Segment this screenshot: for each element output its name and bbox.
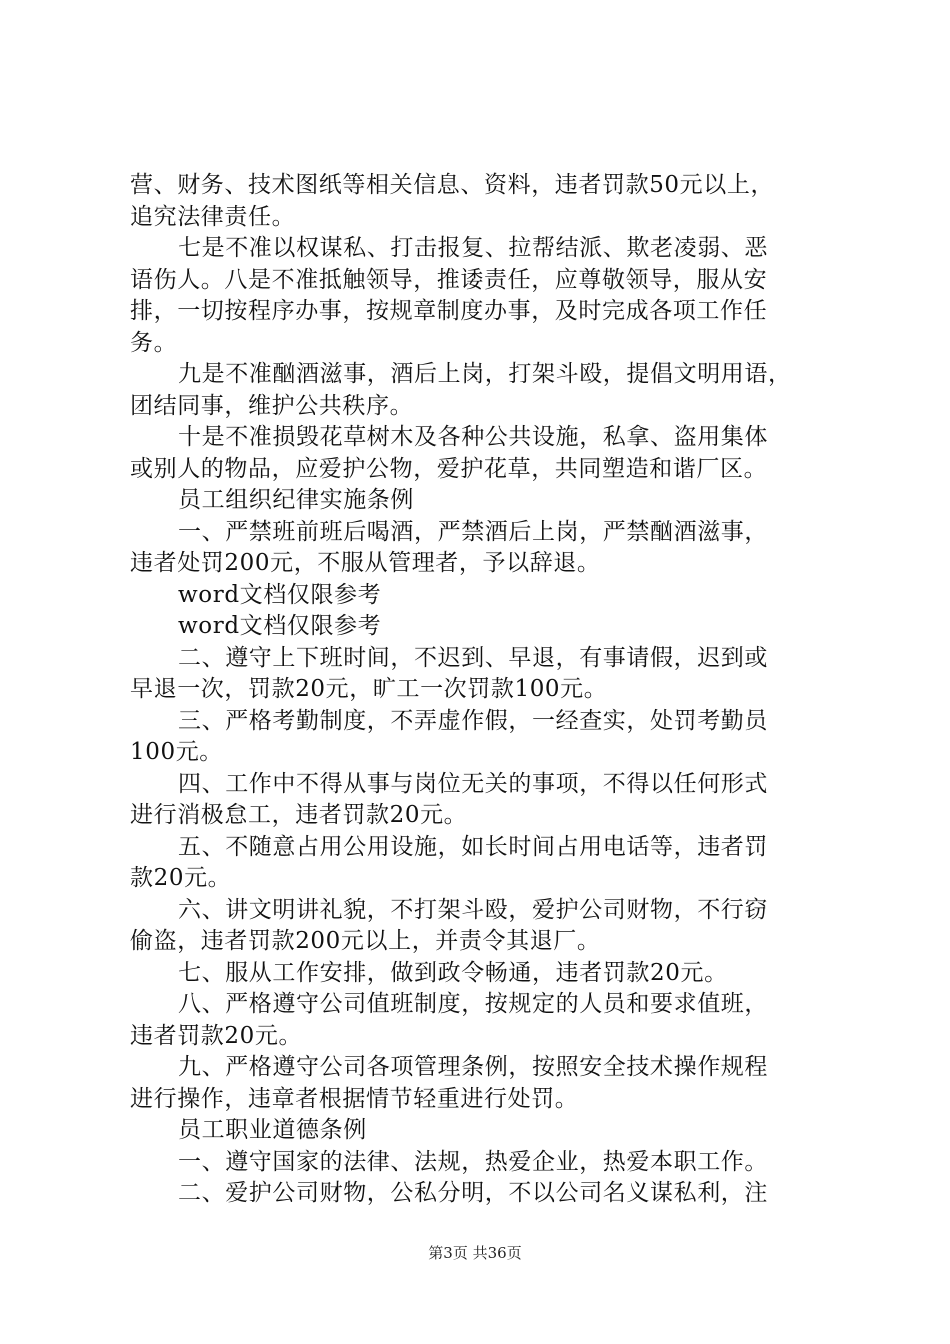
- text-line: 款20元。: [130, 865, 232, 891]
- text-line: 二、爱护公司财物，公私分明，不以公司名义谋私利，注: [178, 1180, 768, 1206]
- text-line: 一、严禁班前班后喝酒，严禁酒后上岗，严禁酗酒滋事，: [178, 518, 768, 545]
- text-line: 八、严格遵守公司值班制度，按规定的人员和要求值班，: [178, 991, 768, 1017]
- text-line: 100元。: [130, 739, 223, 765]
- text-line: 员工组织纪律实施条例: [178, 487, 414, 513]
- text-line: 偷盗，违者罚款200元以上，并责令其退厂。: [130, 928, 601, 954]
- text-line: 九是不准酗酒滋事，酒后上岗，打架斗殴，提倡文明用语，: [178, 361, 792, 387]
- text-line: 排，一切按程序办事，按规章制度办事，及时完成各项工作任: [130, 298, 768, 324]
- text-line: 三、严格考勤制度，不弄虚作假，一经查实，处罚考勤员: [178, 707, 768, 734]
- text-line: 七是不准以权谋私、打击报复、拉帮结派、欺老凌弱、恶: [178, 235, 768, 261]
- text-line: word文档仅限参考: [178, 613, 382, 639]
- text-line: 四、工作中不得从事与岗位无关的事项，不得以任何形式: [178, 770, 768, 797]
- text-line: 五、不随意占用公用设施，如长时间占用电话等，违者罚: [178, 833, 768, 860]
- text-line: 语伤人。八是不准抵触领导，推诿责任，应尊敬领导，服从安: [130, 266, 768, 293]
- text-line: 违者罚款20元。: [130, 1022, 303, 1049]
- page-number-footer: 第3页 共36页: [428, 1244, 522, 1262]
- text-line: word文档仅限参考: [178, 581, 382, 608]
- text-line: 七、服从工作安排，做到政令畅通，违者罚款20元。: [178, 959, 728, 986]
- text-line: 进行操作，违章者根据情节轻重进行处罚。: [130, 1085, 579, 1112]
- text-line: 二、遵守上下班时间，不迟到、早退，有事请假，迟到或: [178, 644, 768, 671]
- document-body: [130, 170, 835, 1210]
- text-line: 六、讲文明讲礼貌，不打架斗殴，爱护公司财物，不行窃: [178, 896, 768, 923]
- text-line: 务。: [130, 329, 178, 356]
- text-line: 进行消极怠工，违者罚款20元。: [130, 802, 468, 828]
- text-line: 追究法律责任。: [130, 203, 296, 230]
- text-line: 一、遵守国家的法律、法规，热爱企业，热爱本职工作。: [178, 1148, 768, 1175]
- text-line: 营、财务、技术图纸等相关信息、资料，违者罚款50元以上，: [130, 172, 775, 198]
- text-line: 或别人的物品，应爱护公物，爱护花草，共同塑造和谐厂区。: [130, 455, 768, 482]
- text-line: 违者处罚200元，不服从管理者，予以辞退。: [130, 550, 601, 576]
- text-line: 九、严格遵守公司各项管理条例，按照安全技术操作规程: [178, 1054, 768, 1080]
- text-line: 早退一次，罚款20元，旷工一次罚款100元。: [130, 676, 608, 702]
- text-line: 十是不准损毁花草树木及各种公共设施，私拿、盗用集体: [178, 424, 768, 450]
- text-line: 员工职业道德条例: [178, 1117, 367, 1143]
- text-line: 团结同事，维护公共秩序。: [130, 392, 414, 419]
